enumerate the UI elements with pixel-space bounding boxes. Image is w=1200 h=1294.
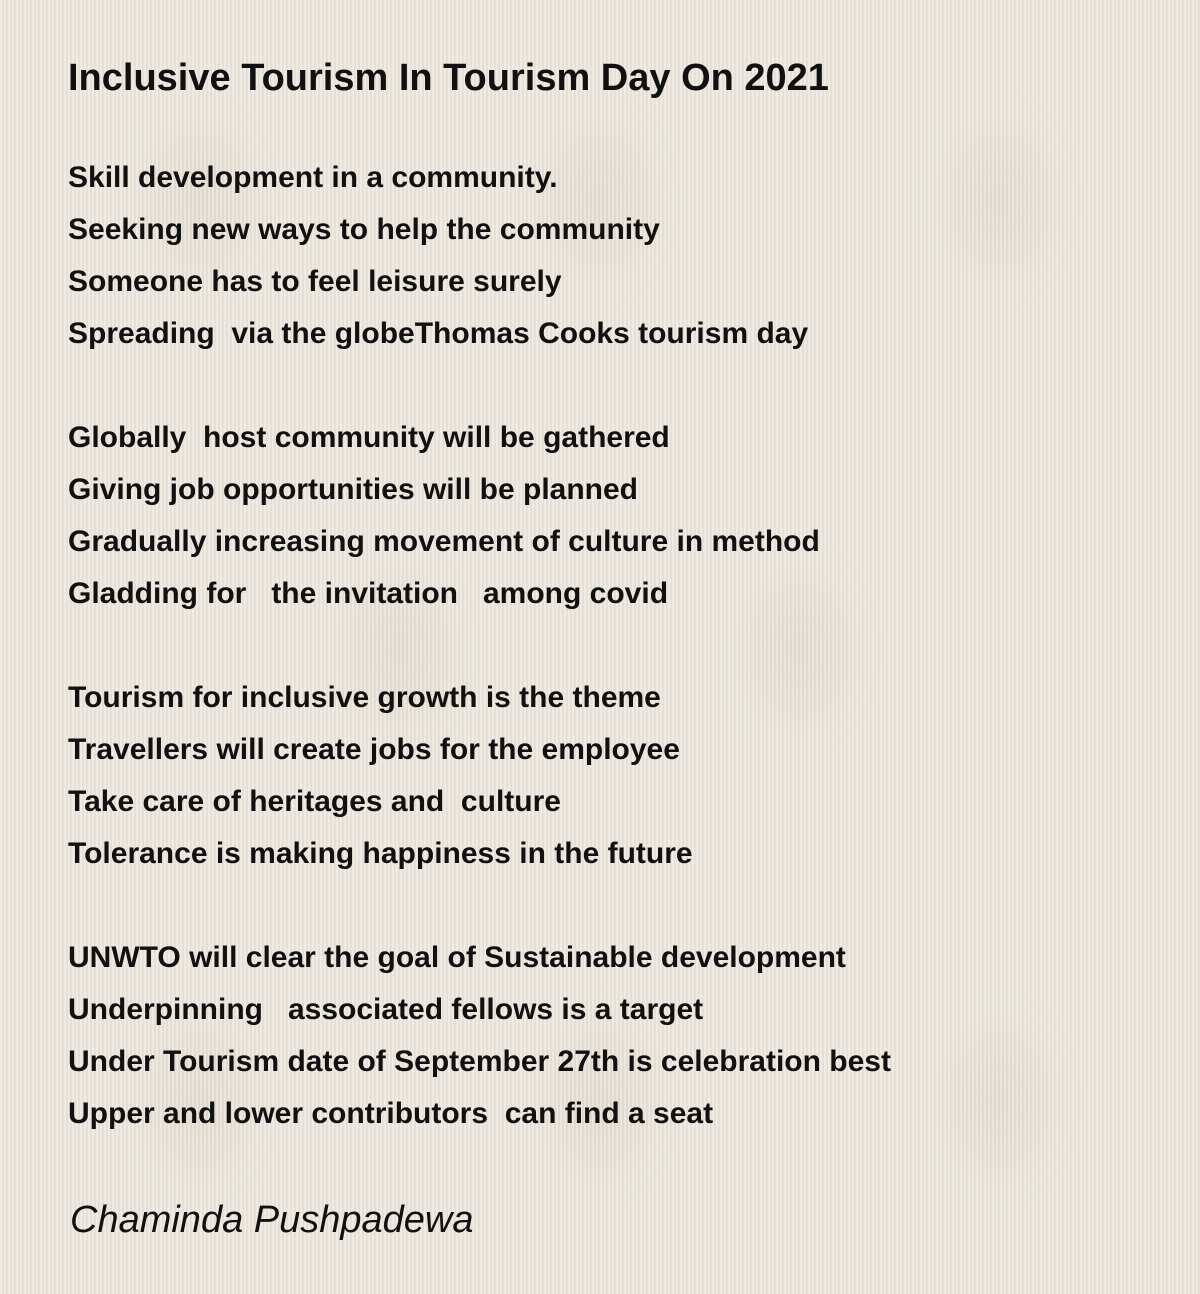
poem-line: Gradually increasing movement of culture in method [68,525,820,558]
poem-line: Take care of heritages and culture [68,785,561,818]
poem-line: Gladding for the invitation among covid [68,577,669,610]
stanza-4 [68,932,1168,1140]
poem-line: Travellers will create jobs for the employee [68,733,680,766]
poem-body [68,152,1168,1140]
poem-line: Upper and lower contributors can find a seat [68,1097,714,1130]
stanza-1 [68,152,1168,360]
poem-title: Inclusive Tourism In Tourism Day On 2021 [68,57,829,99]
poem-line: Tourism for inclusive growth is the theme [68,681,661,714]
poem-line: Skill development in a community. [68,161,558,194]
poem-line: Underpinning associated fellows is a target [68,993,704,1026]
poem-line: Someone has to feel leisure surely [68,265,562,298]
poem-author: Chaminda Pushpadewa [70,1199,474,1241]
poem-container [68,50,1168,1140]
poem-line: Under Tourism date of September 27th is celebration best [68,1045,891,1078]
stanza-2 [68,412,1168,620]
poem-line: Seeking new ways to help the community [68,213,660,246]
poem-line: Spreading via the globeThomas Cooks tourism day [68,317,809,350]
poem-line: UNWTO will clear the goal of Sustainable development [68,941,846,974]
stanza-3 [68,672,1168,880]
poem-line: Giving job opportunities will be planned [68,473,638,506]
poem-line: Globally host community will be gathered [68,421,670,454]
poem-line: Tolerance is making happiness in the future [68,837,693,870]
